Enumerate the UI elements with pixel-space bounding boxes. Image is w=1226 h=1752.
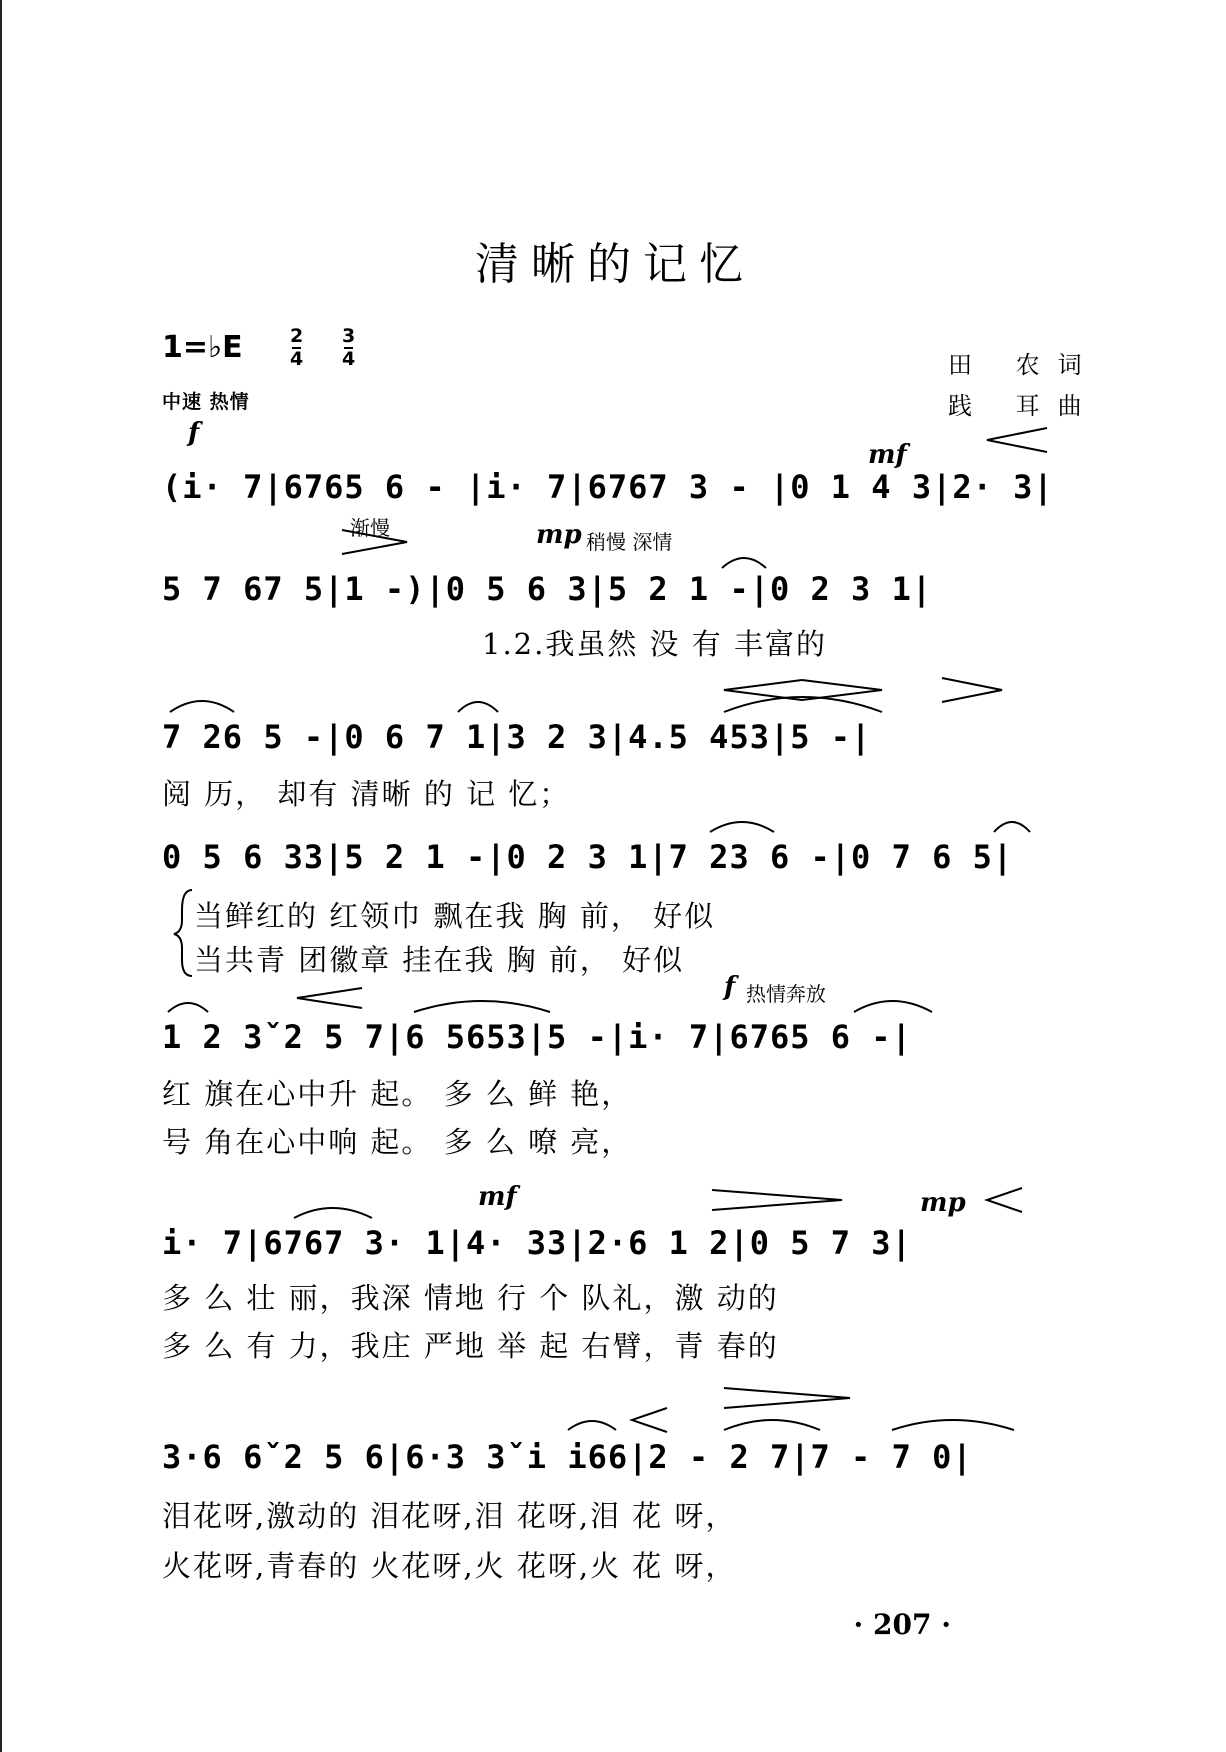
lyric-line-4-verse-2: 当共青 团徽章 挂在我 胸 前， 好似 bbox=[194, 943, 685, 977]
slur bbox=[710, 822, 774, 832]
slur bbox=[168, 1003, 208, 1012]
notation-line-4: 0 5 6 33|5 2 1 -|0 2 3 1|7 23 6 -|0 7 6 5| bbox=[162, 838, 1014, 876]
decrescendo-hairpin bbox=[712, 1190, 842, 1210]
lyric-line-6-verse-1: 多 么 壮 丽，我深 情地 行 个 队礼，激 动的 bbox=[162, 1281, 779, 1315]
crescendo-hairpin bbox=[632, 1408, 667, 1432]
notation-marks bbox=[2, 0, 1226, 1752]
expression-text: 稍慢 深情 bbox=[586, 530, 673, 554]
lyric-line-2: 1.2.我虽然 没 有 丰富的 bbox=[482, 627, 827, 661]
lyric-line-7-verse-1: 泪花呀,激动的 泪花呀,泪 花呀,泪 花 呀， bbox=[162, 1499, 737, 1533]
dynamic-forte: f bbox=[724, 972, 736, 1002]
dynamic-forte: f bbox=[188, 418, 200, 448]
composer-credit: 践 耳曲 bbox=[948, 392, 1100, 420]
slur bbox=[568, 1421, 616, 1430]
slur bbox=[294, 1208, 372, 1218]
crescendo-hairpin bbox=[987, 428, 1047, 452]
lyric-line-3: 阅 历， 却有 清晰 的 记 忆； bbox=[162, 777, 571, 811]
lyricist-credit: 田 农词 bbox=[948, 351, 1100, 379]
decrescendo-hairpin bbox=[724, 1388, 850, 1408]
slur bbox=[170, 701, 234, 712]
slur bbox=[724, 1420, 820, 1430]
song-title: 清晰的记忆 bbox=[475, 239, 755, 290]
notation-line-3: 7 26 5 -|0 6 7 1|3 2 3|4.5 453|5 -| bbox=[162, 718, 872, 756]
time-signature-2-4: 2 4 bbox=[290, 325, 304, 370]
slur bbox=[892, 1420, 1014, 1430]
dynamic-mezzo-forte: mf bbox=[868, 440, 907, 470]
decrescendo-hairpin bbox=[342, 530, 407, 554]
lyric-line-5-verse-2: 号 角在心中响 起。 多 么 嘹 亮， bbox=[162, 1125, 633, 1159]
tempo-marking: 中速 热情 bbox=[162, 391, 250, 413]
time-signature-3-4: 3 4 bbox=[342, 325, 356, 370]
slur bbox=[722, 558, 766, 568]
crescendo-hairpin bbox=[297, 988, 362, 1008]
notation-line-2: 5 7 67 5|1 -)|0 5 6 3|5 2 1 -|0 2 3 1| bbox=[162, 570, 933, 608]
lyric-line-4-verse-1: 当鲜红的 红领巾 飘在我 胸 前， 好似 bbox=[194, 899, 716, 933]
tempo-change-rit: 渐慢 bbox=[350, 516, 390, 540]
dynamic-mezzo-piano: mp bbox=[920, 1188, 966, 1218]
notation-line-5: 1 2 3ˇ2 5 7|6 5653|5 -|i· 7|6765 6 -| bbox=[162, 1018, 912, 1056]
key-signature: 1=♭E bbox=[162, 330, 243, 365]
notation-line-7: 3·6 6ˇ2 5 6|6·3 3ˇi i66|2 - 2 7|7 - 7 0| bbox=[162, 1438, 973, 1476]
lyric-line-5-verse-1: 红 旗在心中升 起。 多 么 鲜 艳， bbox=[162, 1077, 633, 1111]
expression-text: 热情奔放 bbox=[746, 982, 826, 1006]
slur bbox=[994, 822, 1030, 832]
lyric-line-7-verse-2: 火花呀,青春的 火花呀,火 花呀,火 花 呀， bbox=[162, 1549, 737, 1583]
dynamic-mezzo-piano: mp bbox=[536, 520, 582, 550]
lyric-line-6-verse-2: 多 么 有 力，我庄 严地 举 起 右臂，青 春的 bbox=[162, 1329, 779, 1363]
slur bbox=[854, 1001, 932, 1012]
page-number: · 207 · bbox=[853, 1608, 951, 1641]
crescendo-hairpin bbox=[987, 1188, 1022, 1212]
slur bbox=[414, 1001, 550, 1012]
slur bbox=[458, 702, 498, 712]
notation-line-1: (i· 7|6765 6 - |i· 7|6767 3 - |0 1 4 3|2· 3| bbox=[162, 468, 1054, 506]
decrescendo-hairpin bbox=[942, 678, 1002, 702]
dynamic-mezzo-forte: mf bbox=[478, 1182, 517, 1212]
verse-brace bbox=[174, 890, 192, 976]
notation-line-6: i· 7|6767 3· 1|4· 33|2·6 1 2|0 5 7 3| bbox=[162, 1224, 912, 1262]
